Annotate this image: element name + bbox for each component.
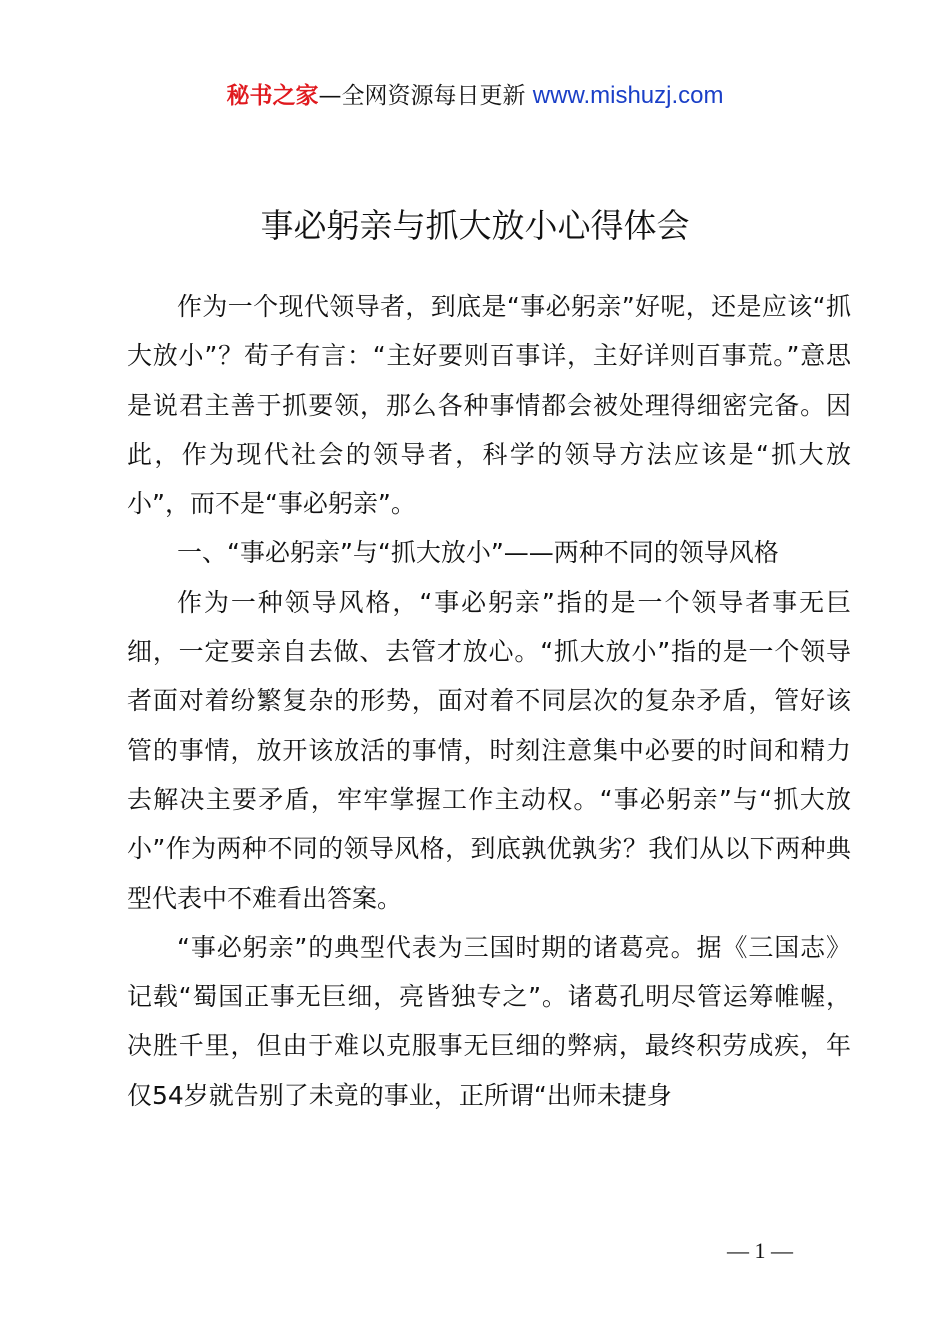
- document-title: 事必躬亲与抓大放小心得体会: [260, 206, 690, 246]
- paragraph-definition: 作为一种领导风格，“事必躬亲”指的是一个领导者事无巨细，一定要亲自去做、去管才放心。“抓大放小”指的是一个领导者面对着纷繁复杂的形势，面对着不同层次的复杂矛盾，管好该管的事情，放开该放活的事情，时刻注意集中必要的时间和精力去解决主要矛盾，牢牢掌握工作主动权。“事必躬亲”与“抓大放小”作为两种不同的领导风格，到底孰优孰劣？我们从以下两种典型代表中不难看出答案。: [127, 587, 851, 913]
- document-body: [127, 282, 851, 1120]
- paragraph-zhuge-liang: “事必躬亲”的典型代表为三国时期的诸葛亮。据《三国志》记载“蜀国正事无巨细，亮皆独专之”。诸葛孔明尽管运筹帷幄，决胜千里，但由于难以克服事无巨细的弊病，最终积劳成疾，年仅54岁就告别了未竟的事业，正所谓“出师未捷身: [127, 932, 851, 1110]
- paragraph-intro: 作为一个现代领导者，到底是“事必躬亲”好呢，还是应该“抓大放小”？荀子有言：“主好要则百事详，主好详则百事荒。”意思是说君主善于抓要领，那么各种事情都会被处理得细密完备。因此，作为现代社会的领导者，科学的领导方法应该是“抓大放小”，而不是“事必躬亲”。: [127, 292, 851, 519]
- site-brand: 秘书之家: [226, 83, 319, 109]
- site-url-link[interactable]: www.mishuzj.com: [532, 82, 724, 109]
- page-number: — 1 —: [727, 1238, 793, 1263]
- site-header: [0, 80, 950, 112]
- site-tagline: —全网资源每日更新: [318, 83, 533, 109]
- section-heading-1: 一、“事必躬亲”与“抓大放小”——两种不同的领导风格: [177, 538, 779, 568]
